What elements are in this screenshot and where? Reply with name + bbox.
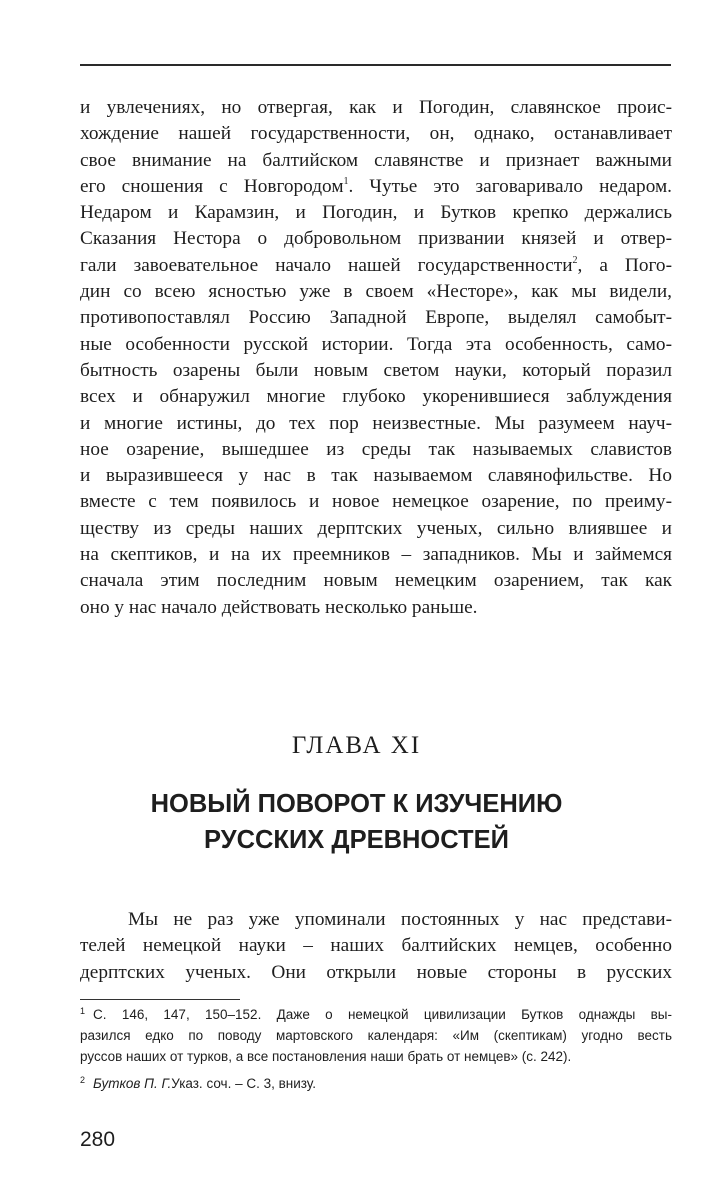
text-segment: его сношения с Новгородом [80, 175, 344, 197]
text-segment: , а Пого- [577, 254, 672, 276]
text-line: сначала этим последним новым немецким озарением, так как [80, 570, 672, 592]
footnote-1 [80, 1004, 672, 1067]
page-number: 280 [80, 1128, 116, 1151]
text-line: ществу из среды наших дерптских ученых, сильно влиявшее и [80, 517, 672, 539]
main-text [80, 95, 672, 621]
chapter-title-line: НОВЫЙ ПОВОРОТ К ИЗУЧЕНИЮ [150, 790, 563, 818]
chapter-text [80, 907, 672, 986]
text-line: оно у нас начало действовать несколько раньше. [80, 596, 478, 618]
text-line: противопоставлял Россию Западной Европе, выделял самобыт- [80, 307, 672, 329]
text-line: телей немецкой науки – наших балтийских немцев, особенно [80, 935, 672, 957]
text-line: Сказания Нестора о добровольном призвании князей и отвер- [80, 228, 672, 250]
text-line: хождение нашей государственности, он, однако, останавливает [80, 123, 672, 145]
text-line [80, 253, 672, 279]
footnote-2 [80, 1073, 672, 1094]
chapter-label: ГЛАВА XI [291, 732, 422, 759]
text-line: Мы не раз уже упоминали постоянных у нас представи- [128, 909, 672, 930]
footnote-line: разился едко по поводу мартовского календаря: «Им (скептикам) угодно весть [80, 1028, 672, 1043]
footnote-text: С. 146, 147, 150–152. Даже о немецкой цивилизации Бутков однажды вы- [93, 1007, 672, 1022]
text-line: и увлечениях, но отвергая, как и Погодин, славянское проис- [80, 97, 672, 118]
text-line: свое внимание на балтийском славянстве и признает важными [80, 149, 672, 171]
text-segment: гали завоевательное начало нашей государственности [80, 254, 573, 276]
chapter-title [0, 786, 713, 858]
text-line: дерптских ученых. Они открыли новые стороны в русских [80, 961, 672, 983]
text-line: Недаром и Карамзин, и Погодин, и Бутков крепко держались [80, 202, 672, 224]
text-line: на скептиков, и на их преемников – западников. Мы и займемся [80, 544, 672, 566]
footnote-author: Бутков П. Г. [93, 1076, 172, 1091]
text-line: ное озарение, вышедшее из среды так называемых славистов [80, 438, 672, 460]
text-line: ные особенности русской истории. Тогда эта особенность, само- [80, 333, 672, 355]
footnote-text: Указ. соч. – С. 3, внизу. [171, 1076, 316, 1091]
footnote-mark: 2 [80, 1075, 86, 1085]
text-line: бытность озарены были новым светом науки, который поразил [80, 359, 672, 381]
text-line: дин со всею ясностью уже в своем «Несторе», как мы видели, [80, 281, 672, 303]
footnote-rule [80, 999, 240, 1000]
footnote-line [80, 1004, 672, 1025]
text-line [80, 174, 672, 200]
text-segment: . Чутье это заговаривало недаром. [348, 175, 672, 197]
text-line: и многие истины, до тех пор неизвестные. Мы разумеем науч- [80, 412, 672, 434]
text-line: всех и обнаружил многие глубоко укоренившиеся заблуждения [80, 386, 672, 408]
chapter-title-line: РУССКИХ ДРЕВНОСТЕЙ [204, 826, 509, 854]
footnote-line: руссов наших от турков, а все постановления наши брать от немцев» (с. 242). [80, 1049, 572, 1064]
text-line: и выразившееся у нас в так называемом славянофильстве. Но [80, 465, 672, 487]
footnote-ref: 1 [343, 175, 349, 187]
footnote-ref: 2 [572, 254, 578, 266]
footnotes [80, 1004, 672, 1094]
text-line: вместе с тем появилось и новое немецкое озарение, по преиму- [80, 491, 672, 513]
header-rule [80, 64, 671, 66]
footnote-mark: 1 [80, 1006, 86, 1016]
